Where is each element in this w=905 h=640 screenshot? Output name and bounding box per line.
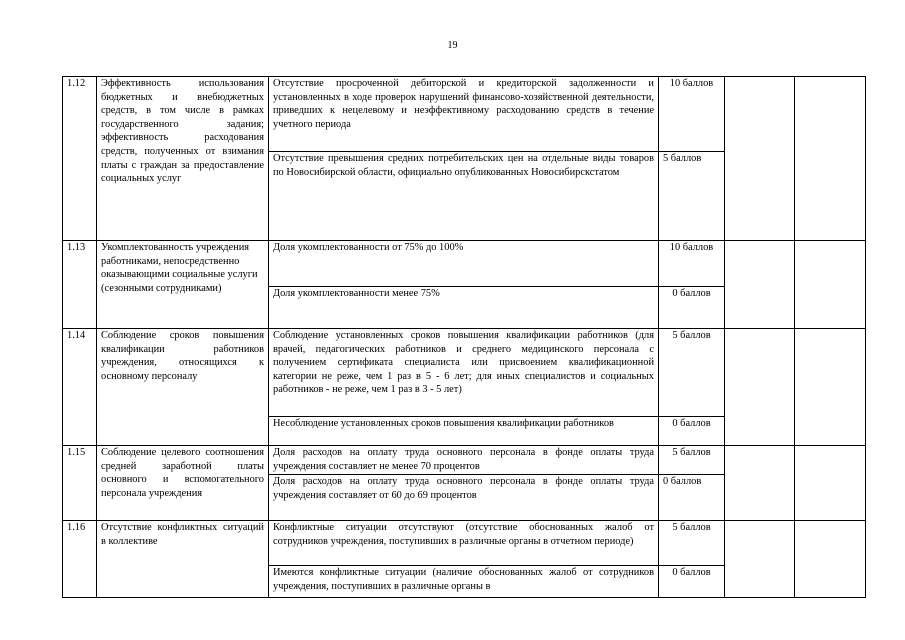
score-cell: 0 баллов	[659, 287, 725, 329]
table-row	[63, 241, 866, 287]
empty-cell	[725, 329, 795, 446]
row-number: 1.14	[63, 329, 97, 446]
score-cell: 10 баллов	[659, 241, 725, 287]
condition-cell: Доля укомплектованности менее 75%	[269, 287, 659, 329]
criterion-cell: Эффективность использования бюджетных и внебюджетных средств, в том числе в рамках государственного задания; эффективность расходования средств, полученных от взимания платы с граждан за предоставление социальных услуг	[97, 77, 269, 241]
criterion-cell: Соблюдение целевого соотношения средней заработной платы основного и вспомогательного персонала учреждения	[97, 446, 269, 521]
table-row	[63, 77, 866, 152]
condition-cell: Соблюдение установленных сроков повышения квалификации работников (для врачей, педагогических работников и среднего медицинского персонала с получением сертификата специалиста или присвоением квалификационной категории не реже, чем 1 раз в 5 - 6 лет; для иных специалистов и социальных работников - не реже, чем 1 раз в 3 - 5 лет)	[269, 329, 659, 417]
row-number: 1.16	[63, 521, 97, 598]
condition-cell: Отсутствие просроченной дебиторской и кредиторской задолженности и установленных в ходе проверок нарушений финансово-хозяйственной деятельности, приведших к нецелевому и неэффективному расходованию средств в течение учетного периода	[269, 77, 659, 152]
table-row	[63, 446, 866, 475]
criterion-cell: Отсутствие конфликтных ситуаций в коллективе	[97, 521, 269, 598]
empty-cell	[725, 77, 795, 241]
table-row	[63, 521, 866, 566]
condition-cell: Доля укомплектованности от 75% до 100%	[269, 241, 659, 287]
score-cell: 0 баллов	[659, 417, 725, 446]
score-cell: 0 баллов	[659, 566, 725, 598]
score-cell: 10 баллов	[659, 77, 725, 152]
empty-cell	[795, 446, 866, 521]
row-number: 1.13	[63, 241, 97, 329]
table-row	[63, 329, 866, 417]
condition-cell: Доля расходов на оплату труда основного персонала в фонде оплаты труда учреждения составляет не менее 70 процентов	[269, 446, 659, 475]
score-cell: 5 баллов	[659, 446, 725, 475]
condition-cell: Имеются конфликтные ситуации (наличие обоснованных жалоб от сотрудников учреждения, поступивших в различные органы в	[269, 566, 659, 598]
row-number: 1.15	[63, 446, 97, 521]
criterion-cell: Соблюдение сроков повышения квалификации работников учреждения, относящихся к основному персоналу	[97, 329, 269, 446]
score-cell: 5 баллов	[659, 152, 725, 241]
condition-cell: Конфликтные ситуации отсутствуют (отсутствие обоснованных жалоб от сотрудников учреждения, поступивших в различные органы в отчетном периоде)	[269, 521, 659, 566]
score-cell: 5 баллов	[659, 521, 725, 566]
score-cell: 0 баллов	[659, 475, 725, 521]
criteria-table	[62, 76, 866, 598]
condition-cell: Отсутствие превышения средних потребительских цен на отдельные виды товаров по Новосибирской области, официально опубликованных Новосибирскстатом	[269, 152, 659, 241]
score-cell: 5 баллов	[659, 329, 725, 417]
empty-cell	[795, 241, 866, 329]
page-number: 19	[447, 40, 458, 51]
empty-cell	[725, 446, 795, 521]
criterion-cell: Укомплектованность учреждения работниками, непосредственно оказывающими социальные услуги (сезонными сотрудниками)	[97, 241, 269, 329]
empty-cell	[725, 521, 795, 598]
row-number: 1.12	[63, 77, 97, 241]
empty-cell	[795, 77, 866, 241]
condition-cell: Доля расходов на оплату труда основного персонала в фонде оплаты труда учреждения составляет от 60 до 69 процентов	[269, 475, 659, 521]
empty-cell	[795, 329, 866, 446]
condition-cell: Несоблюдение установленных сроков повышения квалификации работников	[269, 417, 659, 446]
empty-cell	[725, 241, 795, 329]
empty-cell	[795, 521, 866, 598]
